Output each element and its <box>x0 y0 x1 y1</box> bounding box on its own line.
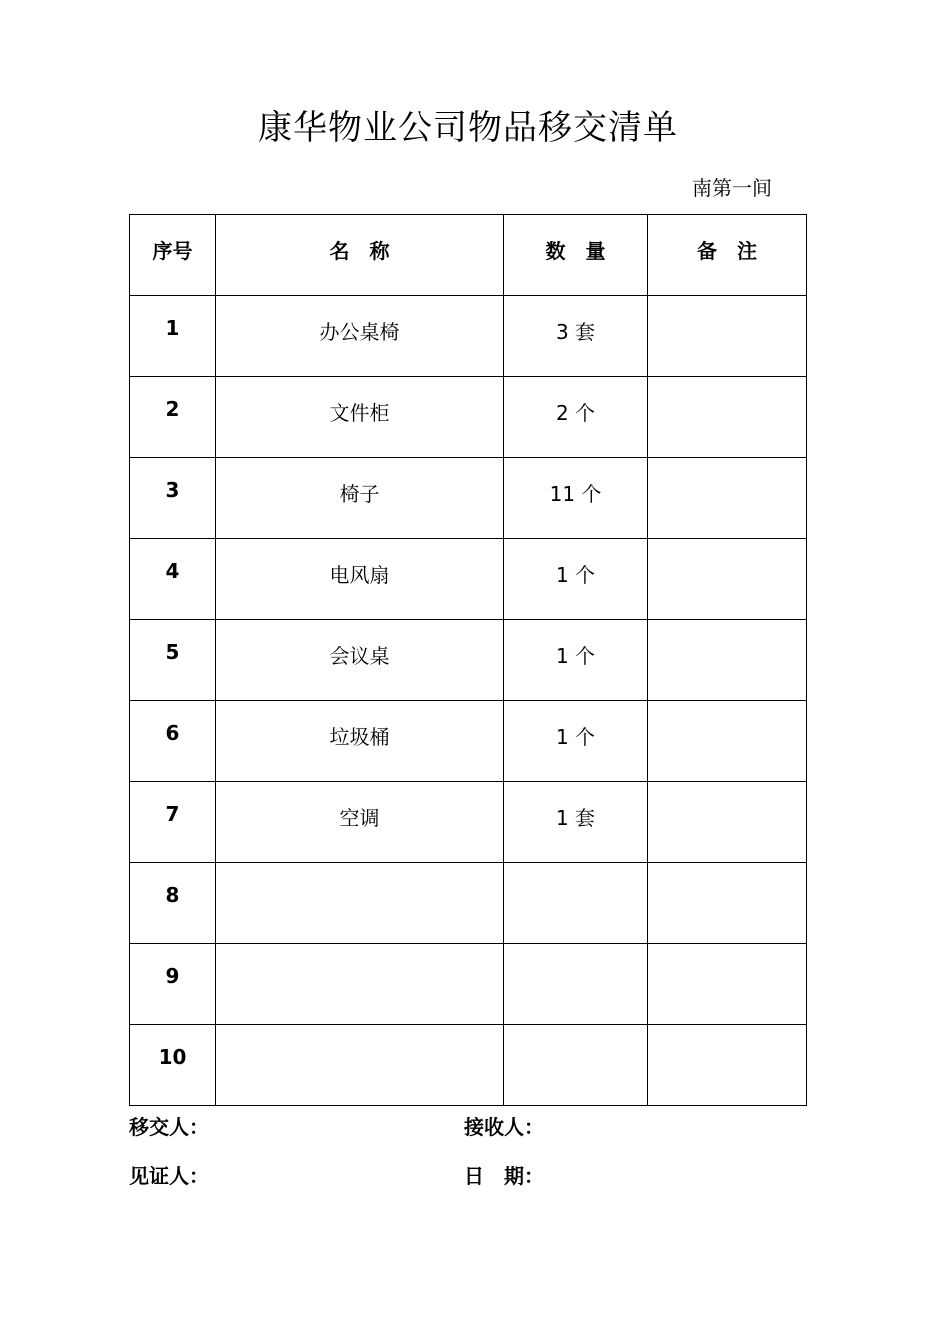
row-quantity <box>504 1025 648 1106</box>
row-name <box>216 863 504 944</box>
row-note <box>648 944 807 1025</box>
row-note <box>648 539 807 620</box>
table-row <box>130 458 807 539</box>
row-name <box>216 944 504 1025</box>
row-name: 会议桌 <box>216 620 504 701</box>
receiver-label: 接收人： <box>464 1115 544 1139</box>
table-row <box>130 944 807 1025</box>
row-quantity: 3 套 <box>504 296 648 377</box>
row-quantity: 2 个 <box>504 377 648 458</box>
row-index: 3 <box>130 458 216 539</box>
header-note: 备 注 <box>648 215 807 296</box>
date-label: 日 期： <box>464 1164 544 1188</box>
page-title: 康华物业公司物品移交清单 <box>258 108 678 148</box>
row-name: 垃圾桶 <box>216 701 504 782</box>
row-quantity: 1 个 <box>504 539 648 620</box>
row-note <box>648 701 807 782</box>
row-index: 2 <box>130 377 216 458</box>
row-index: 4 <box>130 539 216 620</box>
location-label: 南第一间 <box>692 176 772 200</box>
header-name: 名 称 <box>216 215 504 296</box>
row-name <box>216 1025 504 1106</box>
table-row <box>130 539 807 620</box>
row-name: 电风扇 <box>216 539 504 620</box>
row-index: 7 <box>130 782 216 863</box>
row-index: 6 <box>130 701 216 782</box>
header-index: 序号 <box>130 215 216 296</box>
table-row <box>130 1025 807 1106</box>
row-name: 办公桌椅 <box>216 296 504 377</box>
row-note <box>648 296 807 377</box>
witness-label: 见证人： <box>129 1164 209 1188</box>
row-note <box>648 377 807 458</box>
row-name: 椅子 <box>216 458 504 539</box>
row-note <box>648 1025 807 1106</box>
row-name: 文件柜 <box>216 377 504 458</box>
table-row <box>130 863 807 944</box>
row-index: 1 <box>130 296 216 377</box>
row-note <box>648 863 807 944</box>
row-quantity: 1 个 <box>504 620 648 701</box>
table-row <box>130 701 807 782</box>
row-note <box>648 458 807 539</box>
handover-table <box>129 214 807 1106</box>
row-quantity: 1 套 <box>504 782 648 863</box>
row-note <box>648 782 807 863</box>
table-row <box>130 377 807 458</box>
row-note <box>648 620 807 701</box>
row-index: 5 <box>130 620 216 701</box>
row-quantity <box>504 863 648 944</box>
row-index: 10 <box>130 1025 216 1106</box>
header-quantity: 数 量 <box>504 215 648 296</box>
row-index: 9 <box>130 944 216 1025</box>
row-quantity: 1 个 <box>504 701 648 782</box>
table-header-row <box>130 215 807 296</box>
table-row <box>130 782 807 863</box>
table-row <box>130 620 807 701</box>
table-row <box>130 296 807 377</box>
row-name: 空调 <box>216 782 504 863</box>
row-quantity <box>504 944 648 1025</box>
row-quantity: 11 个 <box>504 458 648 539</box>
row-index: 8 <box>130 863 216 944</box>
handover-person-label: 移交人： <box>129 1115 209 1139</box>
